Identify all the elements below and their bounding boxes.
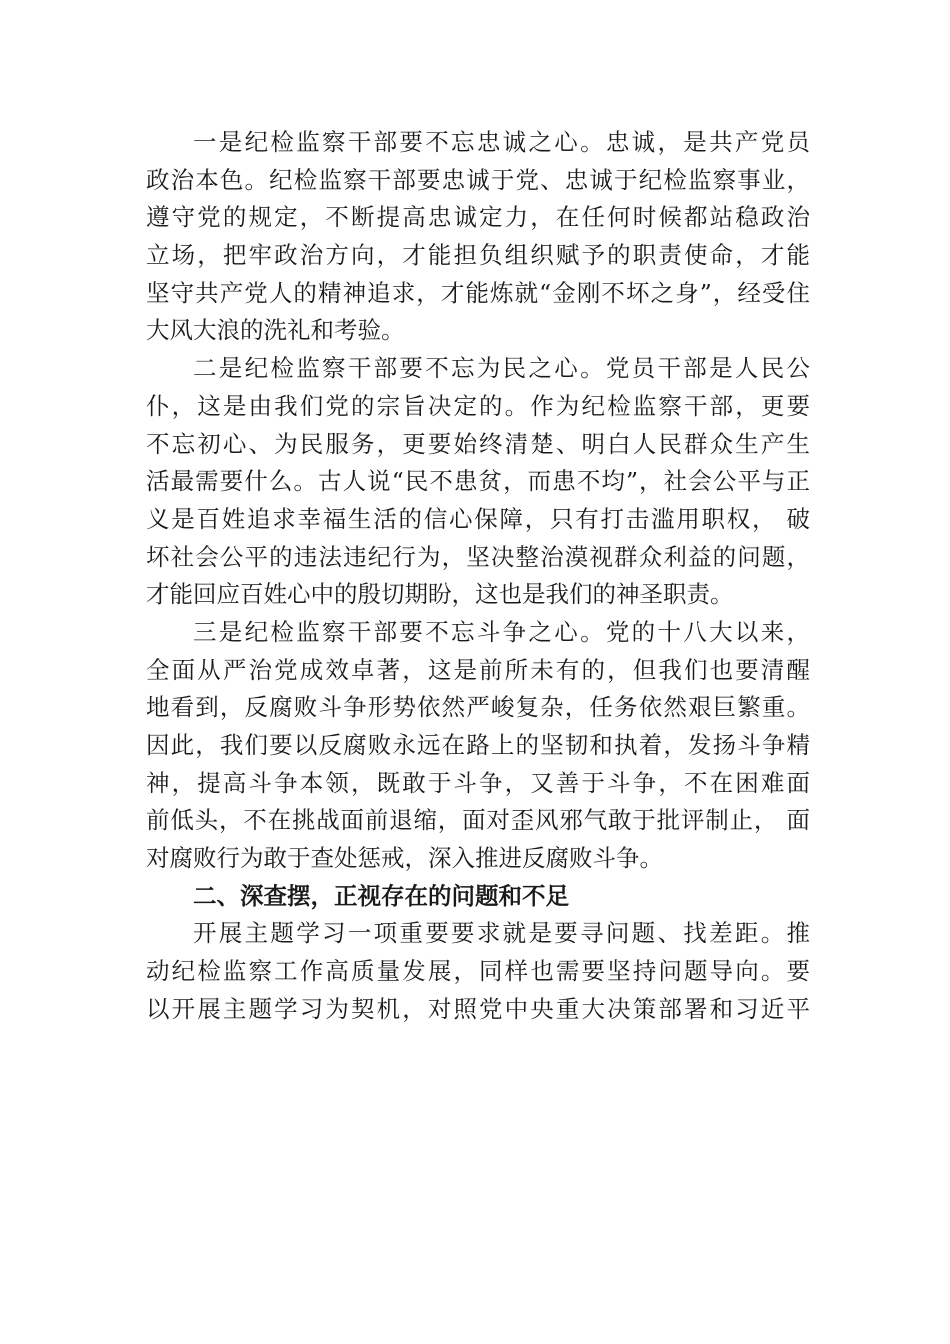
text-line: 坏社会公平的违法违纪行为，坚决整治漠视群众利益的问题， xyxy=(146,542,810,571)
heading-line: 二、深查摆，正视存在的问题和不足 xyxy=(193,881,569,910)
text-line: 大风大浪的洗礼和考验。 xyxy=(146,316,405,345)
text-line: 仆，这是由我们党的宗旨决定的。作为纪检监察干部，更要 xyxy=(146,391,810,420)
text-line: 因此，我们要以反腐败永远在路上的坚韧和执着，发扬斗争精 xyxy=(146,731,810,759)
text-line: 立场，把牢政治方向，才能担负组织赋予的职责使命，才能 xyxy=(146,241,810,270)
text-line: 动纪检监察工作高质量发展，同样也需要坚持问题导向。要 xyxy=(146,957,810,986)
text-line: 活最需要什么。古人说“民不患贫，而患不均”，社会公平与正 xyxy=(146,467,810,496)
text-line: 以开展主题学习为契机，对照党中央重大决策部署和习近平 xyxy=(146,994,810,1023)
paragraph-people xyxy=(146,350,810,614)
text-line: 对腐败行为敢于查处惩戒，深入推进反腐败斗争。 xyxy=(146,844,663,873)
text-line: 不忘初心、为民服务，更要始终清楚、明白人民群众生产生 xyxy=(146,429,810,458)
text-line: 政治本色。纪检监察干部要忠诚于党、忠诚于纪检监察事业， xyxy=(146,165,810,194)
text-line: 地看到，反腐败斗争形势依然严峻复杂，任务依然艰巨繁重。 xyxy=(146,693,810,722)
text-line: 三是纪检监察干部要不忘斗争之心。党的十八大以来， xyxy=(193,617,810,646)
paragraph-loyalty xyxy=(146,124,810,350)
text-line: 全面从严治党成效卓著，这是前所未有的，但我们也要清醒 xyxy=(146,655,810,684)
text-line: 义是百姓追求幸福生活的信心保障，只有打击滥用职权， 破 xyxy=(146,504,810,533)
text-line: 遵守党的规定，不断提高忠诚定力，在任何时候都站稳政治 xyxy=(146,203,810,232)
text-line: 一是纪检监察干部要不忘忠诚之心。忠诚，是共产党员 xyxy=(193,128,810,156)
paragraph-struggle xyxy=(146,614,810,878)
text-line: 坚守共产党人的精神追求，才能炼就“金刚不坏之身”，经受住 xyxy=(146,278,810,307)
text-line: 开展主题学习一项重要要求就是要寻问题、找差距。推 xyxy=(193,919,810,948)
paragraph-problems xyxy=(146,915,810,1028)
section-heading xyxy=(146,878,810,916)
text-line: 才能回应百姓心中的殷切期盼，这也是我们的神圣职责。 xyxy=(146,580,734,609)
text-line: 前低头，不在挑战面前退缩，面对歪风邪气敢于批评制止， 面 xyxy=(146,806,810,835)
document-body xyxy=(146,124,810,1029)
text-line: 二是纪检监察干部要不忘为民之心。党员干部是人民公 xyxy=(193,354,810,383)
text-line: 神，提高斗争本领，既敢于斗争，又善于斗争，不在困难面 xyxy=(146,768,810,797)
